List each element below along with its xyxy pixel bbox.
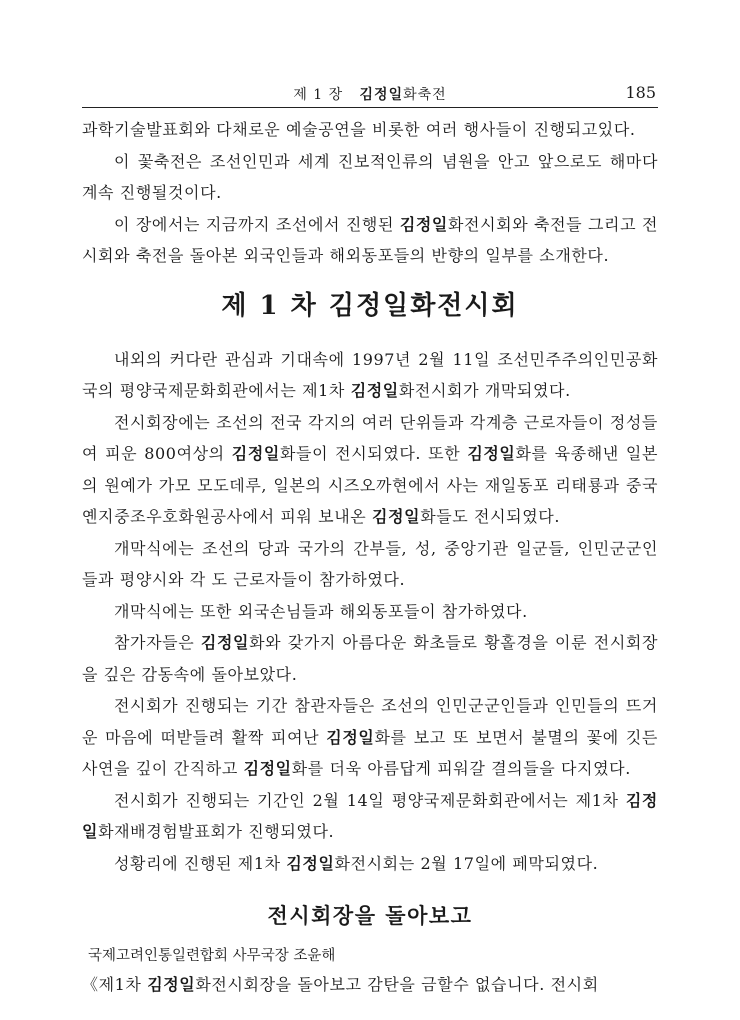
section-paragraph-2: 전시회장에는 조선의 전국 각지의 여러 단위들과 각계층 근로자들이 정성들여 피운 800여상의 김정일화들이 전시되였다. 또한 김정일화를 육종해낸 일본의 원예가 가모 모도데루, 일본의 시즈오까현에서 사는 재일동포 리태룡과 중국 옌지중조우호화원공사에서 피워 보내온 김정일화들도 전시되였다. bbox=[82, 412, 658, 526]
section-paragraph-6: 전시회가 진행되는 기간 참관자들은 조선의 인민군군인들과 인민들의 뜨거운 마음에 떠받들려 활짝 피여난 김정일화를 보고 또 보면서 불멸의 꽃에 깃든 사연을 깊이 간직하고 김정일화를 더욱 아름답게 피워갈 결의들을 다지였다. bbox=[82, 696, 658, 778]
running-header bbox=[82, 84, 658, 106]
section-paragraph-7: 전시회가 진행되는 기간인 2월 14일 평양국제문화회관에서는 제1차 김정일화재배경험발표회가 진행되였다. bbox=[82, 790, 658, 841]
section-paragraph-8: 성황리에 진행된 제1차 김정일화전시회는 2월 17일에 페막되였다. bbox=[114, 853, 599, 873]
intro-paragraph-2: 이 꽃축전은 조선인민과 세계 진보적인류의 념원을 안고 앞으로도 해마다 계속 진행될것이다. bbox=[82, 151, 658, 202]
section-paragraph-3: 개막식에는 조선의 당과 국가의 간부들, 성, 중앙기관 일군들, 인민군군인들과 평양시와 각 도 근로자들이 참가하였다. bbox=[82, 538, 658, 589]
page-number: 185 bbox=[625, 83, 656, 102]
subsection-heading: 전시회장을 돌아보고 bbox=[267, 903, 473, 928]
author-line: 국제고려인통일련합회 사무국장 조윤해 bbox=[88, 948, 336, 964]
section-paragraph-4: 개막식에는 또한 외국손님들과 해외동포들이 참가하였다. bbox=[114, 601, 528, 621]
quote-paragraph: 《제1차 김정일화전시회장을 돌아보고 감탄을 금할수 없습니다. 전시회 bbox=[82, 975, 599, 994]
intro-paragraph-1: 과학기술발표회와 다채로운 예술공연을 비롯한 여러 행사들이 진행되고있다. bbox=[82, 120, 636, 139]
chapter-title: 제 1 장 김정일화축전 bbox=[293, 87, 447, 103]
section-paragraph-1: 내외의 커다란 관심과 기대속에 1997년 2월 11일 조선민주주의인민공화국의 평양국제문화회관에서는 제1차 김정일화전시회가 개막되였다. bbox=[82, 349, 658, 400]
body-text bbox=[82, 114, 658, 1001]
intro-paragraph-3: 이 장에서는 지금까지 조선에서 진행된 김정일화전시회와 축전들 그리고 전시회와 축전을 돌아본 외국인들과 해외동포들의 반향의 일부를 소개한다. bbox=[82, 214, 659, 265]
section-paragraph-5: 참가자들은 김정일화와 갖가지 아름다운 화초들로 황홀경을 이룬 전시회장을 깊은 감동속에 돌아보았다. bbox=[82, 633, 658, 684]
header-divider bbox=[82, 107, 658, 108]
section-heading: 제 1 차 김정일화전시회 bbox=[221, 290, 519, 321]
